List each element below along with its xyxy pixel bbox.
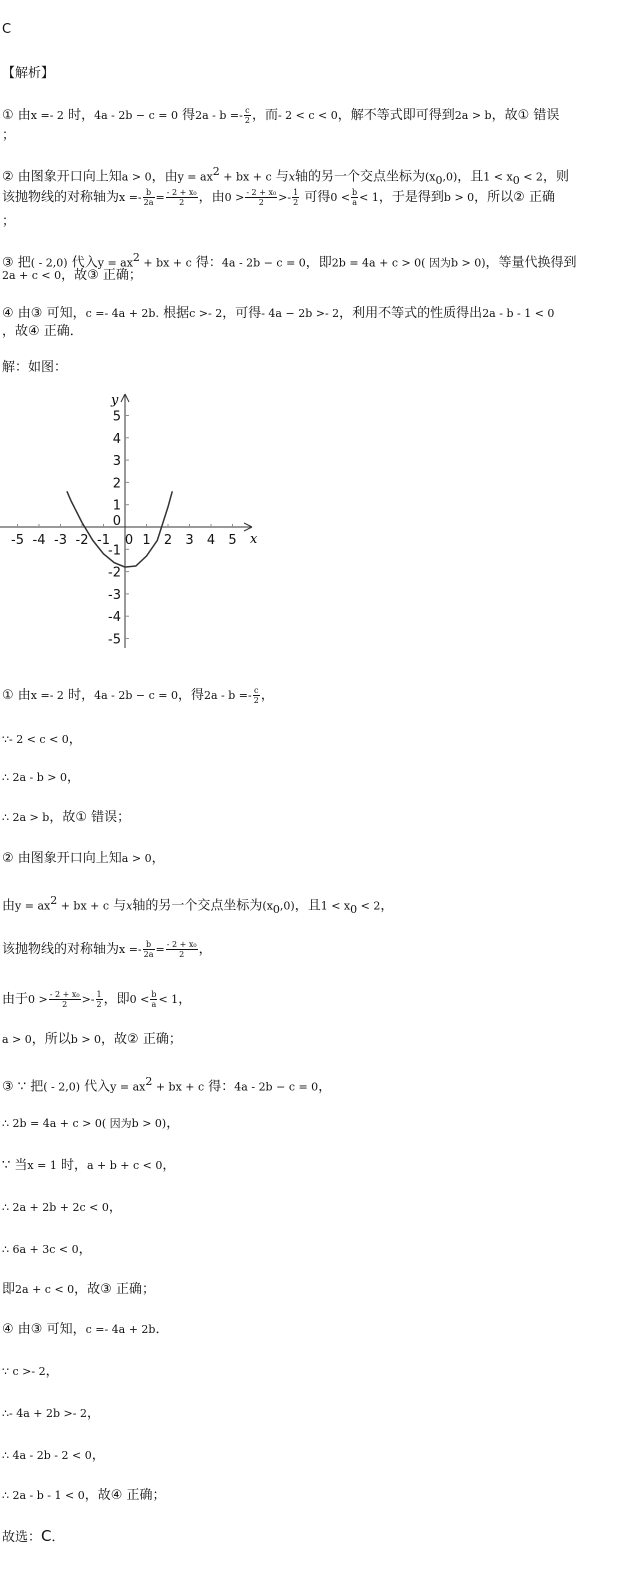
text: ，等量代换得到	[485, 255, 577, 271]
x-tick-label: -1	[97, 533, 110, 548]
math: + bx + c	[139, 256, 192, 270]
analysis-heading: 【解析】	[2, 66, 55, 81]
final-answer	[2, 1528, 65, 1546]
math: (x	[262, 899, 273, 913]
step-4	[2, 810, 130, 826]
step-1	[2, 686, 274, 705]
superscript: 2	[212, 165, 220, 178]
x-axis-label: x	[250, 532, 258, 547]
y-tick-label: 4	[112, 431, 121, 447]
text: 轴的另一个交点坐标为	[294, 169, 425, 185]
text: 由	[2, 898, 16, 914]
text: ② 由图象开口向上知	[2, 851, 122, 866]
math: + bx + c	[219, 170, 272, 184]
text: ，利用不等式的性质得出	[339, 306, 483, 321]
y-tick-label: -5	[108, 632, 121, 648]
x-tick-label: -4	[32, 533, 46, 548]
step-9	[2, 1032, 182, 1048]
text: 由于	[2, 992, 29, 1007]
step-16	[2, 1322, 169, 1338]
math: 2a - b =-	[203, 689, 252, 702]
text: 根据	[158, 306, 190, 321]
x-tick-label: -3	[54, 533, 67, 548]
text: ，	[162, 1158, 176, 1173]
math: =	[155, 191, 165, 204]
math: < 1	[158, 993, 179, 1006]
math: 0 >	[224, 191, 245, 204]
math: c =- 4a + 2b.	[85, 307, 159, 320]
text: ，解不等式即可得到	[337, 108, 455, 123]
step-17	[2, 1364, 59, 1380]
math: 2a - b =-	[195, 109, 243, 122]
text: 该抛物线的对称轴为	[2, 942, 120, 957]
parabola-graph	[0, 392, 280, 662]
text: 代入	[80, 1079, 111, 1095]
math: 0 >	[28, 993, 48, 1006]
text: ，得	[177, 688, 204, 703]
math: x =- 2	[30, 689, 64, 702]
superscript: 2	[50, 894, 58, 907]
math: y = ax	[97, 256, 133, 270]
text: ，即	[103, 992, 130, 1007]
text: ① 由	[2, 108, 31, 123]
fraction: $\frac{\text{- 2 + x₀}}{2}$	[166, 940, 197, 959]
text: ，	[260, 688, 274, 703]
text: ，且	[457, 169, 484, 185]
math: 0 <	[129, 993, 150, 1006]
text: ，	[318, 1079, 332, 1095]
analysis-point-1	[2, 106, 559, 125]
math: 4a - 2b − c = 0	[94, 689, 178, 702]
math: y = ax	[110, 1080, 146, 1094]
text: ，所以	[31, 1032, 71, 1047]
text: 得：	[191, 255, 222, 271]
x-tick-label: 2	[163, 533, 173, 548]
math: ,0)	[442, 170, 458, 184]
x-tick-label: 3	[185, 533, 194, 548]
step-6	[2, 893, 393, 918]
math: ( - 2,0)	[43, 1080, 80, 1094]
text: ，	[86, 1406, 100, 1421]
analysis-point-2	[2, 164, 569, 189]
text: 故选：	[2, 1530, 42, 1545]
text: 与	[109, 898, 127, 914]
math: ( - 2,0)	[30, 256, 68, 270]
fraction: $\frac{1}{2}$	[293, 188, 299, 207]
math: 4a - 2b − c = 0	[221, 256, 306, 270]
math: < 1	[359, 191, 379, 204]
tick-labels	[11, 410, 237, 648]
text: ，故③ 正确；	[61, 268, 142, 283]
text: ，故④ 正确；	[84, 1488, 166, 1503]
x-tick-label: 1	[142, 533, 151, 548]
subscript: 0	[435, 173, 443, 187]
analysis-point-2-cont	[2, 188, 555, 207]
fraction: $\frac{\text{- 2 + x₀}}{2}$	[49, 990, 80, 1009]
text: ，	[380, 898, 394, 914]
text: ，可得	[222, 306, 262, 321]
subscript: 0	[350, 902, 358, 916]
text: ，由	[151, 169, 178, 185]
subscript: 0	[512, 173, 520, 187]
math: a > 0	[2, 1033, 32, 1046]
x-tick-label: -2	[75, 533, 89, 548]
text: ，由	[198, 190, 225, 205]
text: ．	[51, 1530, 65, 1545]
analysis-point-1-cont: ；	[2, 128, 16, 143]
math: x	[288, 170, 295, 184]
math: a > 0	[121, 170, 152, 184]
math: x =-	[119, 191, 142, 204]
text: ② 由图象开口向上知	[2, 169, 122, 185]
x-tick-label: 5	[228, 533, 237, 548]
text: ③ ∵ 把	[2, 1079, 44, 1095]
math: ,0)	[279, 899, 295, 913]
text: 得：	[204, 1079, 235, 1095]
step-8	[2, 990, 191, 1009]
step-20	[2, 1488, 166, 1504]
math: x =- 2	[30, 109, 64, 122]
math: c =- 4a + 2b	[85, 1323, 156, 1336]
math: x =-	[119, 943, 142, 956]
fraction: $\frac{c}{2}$	[253, 686, 259, 705]
math: 2a - b - 1 < 0	[482, 307, 555, 320]
axes	[0, 394, 252, 648]
math: x = 1	[27, 1159, 57, 1172]
math: b > 0	[443, 191, 475, 204]
fraction: $\frac{b}{2a}$	[143, 188, 154, 207]
math: ∴ 2a - b - 1 < 0	[2, 1489, 85, 1502]
fraction: $\frac{c}{2}$	[244, 106, 250, 125]
math: a + b + c < 0	[86, 1159, 163, 1172]
math: y = ax	[177, 170, 213, 184]
y-tick-label: -3	[108, 587, 121, 603]
math: 4a - 2b − c = 0	[234, 1080, 319, 1094]
fraction: $\frac{b}{2a}$	[143, 940, 154, 959]
math: ∴- 4a + 2b >- 2	[2, 1407, 87, 1420]
text: ，	[91, 1448, 105, 1463]
text: 时，	[63, 688, 95, 703]
y-tick-label: -2	[108, 565, 121, 581]
math: + bx + c	[57, 899, 110, 913]
math: b > 0	[70, 1033, 102, 1046]
y-tick-label: -4	[108, 610, 121, 626]
math: ∴ 2a > b	[2, 811, 50, 824]
step-19	[2, 1448, 105, 1464]
math: - 2 < c < 0	[277, 109, 338, 122]
step-10	[2, 1074, 331, 1095]
y-tick-label: 5	[112, 409, 121, 425]
text: ，	[151, 851, 165, 866]
text: 代入	[67, 255, 98, 271]
answer-choice: C	[41, 1527, 52, 1545]
text: ，故① 错误	[491, 108, 560, 123]
math: 0 <	[330, 191, 351, 204]
subscript: 0	[272, 902, 280, 916]
math: =	[155, 943, 165, 956]
math: 2a + c < 0	[15, 1283, 75, 1296]
step-2	[2, 732, 82, 748]
analysis-point-2-end: ；	[2, 214, 16, 229]
text: 与	[271, 169, 289, 185]
math: 4a - 2b − c = 0	[94, 109, 178, 122]
math: >-	[278, 191, 292, 204]
math: < 2	[357, 899, 381, 913]
text: ，且	[294, 898, 321, 914]
text: ① 由	[2, 688, 31, 703]
text: ，	[68, 732, 82, 747]
text: ，	[166, 1116, 180, 1131]
math: 2a > b	[454, 109, 492, 122]
text: ，	[178, 992, 192, 1007]
y-axis-label: y	[111, 393, 119, 408]
text: 即	[2, 1282, 16, 1297]
step-14	[2, 1242, 92, 1258]
math: ∴ 4a - 2b - 2 < 0	[2, 1449, 92, 1462]
x-tick-label: 0	[124, 533, 134, 548]
math: (x	[424, 170, 436, 184]
solution-intro: 解：如图：	[2, 360, 68, 375]
math: 1 < x	[320, 899, 351, 913]
text: 得	[177, 108, 196, 123]
superscript: 2	[145, 1075, 153, 1088]
text: 可得	[300, 190, 331, 205]
text: ，	[78, 1242, 92, 1257]
math: c >- 2	[189, 307, 223, 320]
math: - 4a − 2b >- 2	[261, 307, 340, 320]
math: + bx + c	[152, 1080, 205, 1094]
text: 该抛物线的对称轴为	[2, 190, 120, 205]
text: ④ 由③ 可知，	[2, 1322, 86, 1337]
text: ，所以② 正确	[474, 190, 555, 205]
fraction: $\frac{\text{- 2 + x₀}}{2}$	[166, 188, 197, 207]
text: ，则	[542, 169, 569, 185]
step-7	[2, 940, 212, 959]
text: 轴的另一个交点坐标为	[132, 898, 263, 914]
math: ∴ 2a - b > 0	[2, 771, 68, 784]
text: 时，	[63, 108, 95, 123]
text: ③ 把	[2, 255, 31, 271]
fraction: $\frac{b}{a}$	[151, 990, 157, 1009]
step-5	[2, 851, 165, 867]
text: ，故① 错误；	[49, 810, 131, 825]
math: a > 0	[121, 852, 152, 865]
superscript: 2	[132, 251, 140, 264]
text: ．	[155, 1322, 169, 1337]
text: ，而	[251, 108, 278, 123]
math: >-	[81, 993, 95, 1006]
text: ，即	[305, 255, 332, 271]
text: ，	[198, 942, 212, 957]
answer-letter: C	[2, 22, 12, 37]
math: y = ax	[15, 899, 51, 913]
y-tick-label: -1	[108, 543, 121, 559]
text: ∵ 当	[2, 1158, 28, 1173]
y-tick-label: 1	[112, 498, 121, 514]
y-tick-label: 2	[112, 476, 121, 492]
step-3	[2, 770, 80, 786]
math: ∵ c >- 2	[2, 1365, 46, 1378]
analysis-point-4-cont: ，故④ 正确．	[2, 324, 83, 339]
math: ∴ 2a + 2b + 2c < 0	[2, 1201, 109, 1214]
math: < 2	[519, 170, 543, 184]
text: ，故② 正确；	[101, 1032, 182, 1047]
analysis-point-4	[2, 306, 554, 322]
text: 时，	[56, 1158, 87, 1173]
text: ④ 由③ 可知，	[2, 306, 86, 321]
step-13	[2, 1200, 122, 1216]
math: ∴ 6a + 3c < 0	[2, 1243, 79, 1256]
fraction: $\frac{1}{2}$	[96, 990, 102, 1009]
math: 2a + c < 0	[2, 269, 62, 282]
step-12	[2, 1158, 175, 1174]
step-11	[2, 1116, 179, 1132]
math: 2b = 4a + c > 0( 因为b > 0)	[331, 256, 486, 270]
text: ，故③ 正确；	[74, 1282, 155, 1297]
fraction: $\frac{\text{- 2 + x₀}}{2}$	[246, 188, 277, 207]
fraction: $\frac{b}{a}$	[352, 188, 358, 207]
text: ，	[45, 1364, 59, 1379]
math: ∴ 2b = 4a + c > 0( 因为b > 0)	[2, 1117, 167, 1130]
step-15	[2, 1282, 155, 1298]
step-18	[2, 1406, 100, 1422]
text: ，	[67, 770, 81, 785]
y-tick-label: 3	[112, 454, 121, 470]
math: x	[126, 899, 133, 913]
x-tick-label: 4	[206, 533, 216, 548]
math: 1 < x	[483, 170, 513, 184]
math: ∵- 2 < c < 0	[2, 733, 69, 746]
origin-label: 0	[112, 514, 121, 529]
text: ，于是得到	[378, 190, 444, 205]
text: ，	[108, 1200, 122, 1215]
x-tick-label: -5	[11, 533, 24, 548]
analysis-point-3-cont	[2, 268, 142, 284]
